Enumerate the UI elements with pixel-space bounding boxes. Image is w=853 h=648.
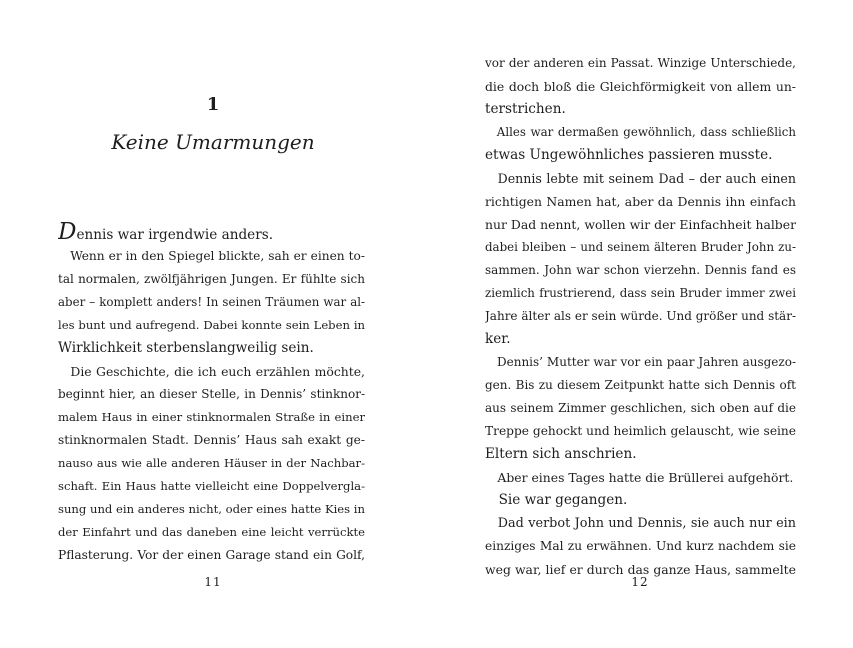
text-line: dabei bleiben – und seinem älteren Bruder John zu- [485, 240, 796, 254]
first-line-text: ennis war irgendwie anders. [76, 227, 274, 243]
text-line: les bunt und aufregend. Dabei konnte sein Leben in [58, 318, 365, 332]
text-line: der Einfahrt und das daneben eine leicht verrückte [58, 525, 365, 539]
text-line: einziges Mal zu erwähnen. Und kurz nachdem sie [485, 539, 796, 553]
text-line: stinknormalen Stadt. Dennis’ Haus sah exakt ge- [58, 433, 365, 447]
text-line: ker. [485, 331, 511, 347]
chapter-title: Keine Umarmungen [111, 130, 315, 154]
text-line: weg war, lief er durch das ganze Haus, sammelte [485, 562, 796, 577]
text-line: nur Dad nennt, wollen wir der Einfachheit halber [485, 217, 796, 232]
left-page [0, 0, 426, 648]
text-line: richtigen Namen hat, aber da Dennis ihn einfach [485, 194, 796, 209]
text-line: Jahre älter als er sein würde. Und größer und stär- [485, 309, 796, 323]
drop-cap: D [58, 222, 77, 245]
right-page [427, 0, 853, 648]
text-line: Dennis lebte mit seinem Dad – der auch einen [485, 171, 796, 186]
text-line: malem Haus in einer stinknormalen Straße in einer [58, 410, 365, 424]
text-line: vor der anderen ein Passat. Winzige Unterschiede, [485, 56, 796, 70]
text-line: die doch bloß die Gleichförmigkeit von allem un- [485, 79, 796, 94]
text-line: sammen. John war schon vierzehn. Dennis fand es [485, 263, 796, 277]
text-line: terstrichen. [485, 101, 566, 117]
text-line: tal normalen, zwölfjährigen Jungen. Er fühlte sich [58, 272, 365, 286]
page-number-right: 12 [631, 575, 649, 589]
left-page-body [58, 222, 365, 567]
text-line: Dennis’ Mutter war vor ein paar Jahren ausgezo- [485, 355, 796, 369]
text-line: Die Geschichte, die ich euch erzählen möchte, [58, 364, 365, 379]
text-line: Alles war dermaßen gewöhnlich, dass schließlich [485, 125, 796, 139]
text-line: Dad verbot John und Dennis, sie auch nur ein [485, 516, 796, 531]
text-line: aber – komplett anders! In seinen Träumen war al- [58, 295, 365, 309]
text-line: Wenn er in den Spiegel blickte, sah er einen to- [58, 249, 365, 263]
text-line: sung und ein anderes nicht, oder eines hatte Kies in [58, 502, 365, 516]
text-line: Eltern sich anschrien. [485, 446, 637, 462]
text-line: aus seinem Zimmer geschlichen, sich oben auf die [485, 401, 796, 415]
right-page-body [485, 52, 796, 581]
text-line: gen. Bis zu diesem Zeitpunkt hatte sich Dennis oft [485, 378, 796, 392]
text-line: ziemlich frustrierend, dass sein Bruder immer zwei [485, 286, 796, 300]
text-line: nauso aus wie alle anderen Häuser in der Nachbar- [58, 456, 365, 470]
chapter-number: 1 [206, 94, 220, 115]
text-line: Pflasterung. Vor der einen Garage stand ein Golf, [58, 548, 365, 562]
text-line: schaft. Ein Haus hatte vielleicht eine Doppelvergla- [58, 479, 365, 493]
text-line: beginnt hier, an dieser Stelle, in Dennis’ stinknor- [58, 387, 365, 401]
text-line: Treppe gehockt und heimlich gelauscht, wie seine [485, 424, 796, 438]
text-line: Wirklichkeit sterbenslangweilig sein. [58, 340, 314, 356]
text-line: Aber eines Tages hatte die Brüllerei aufgehört. [485, 470, 794, 485]
text-line: Sie war gegangen. [485, 492, 628, 508]
page-number-left: 11 [204, 575, 222, 589]
text-line: etwas Ungewöhnliches passieren musste. [485, 147, 773, 163]
first-line [58, 222, 365, 245]
